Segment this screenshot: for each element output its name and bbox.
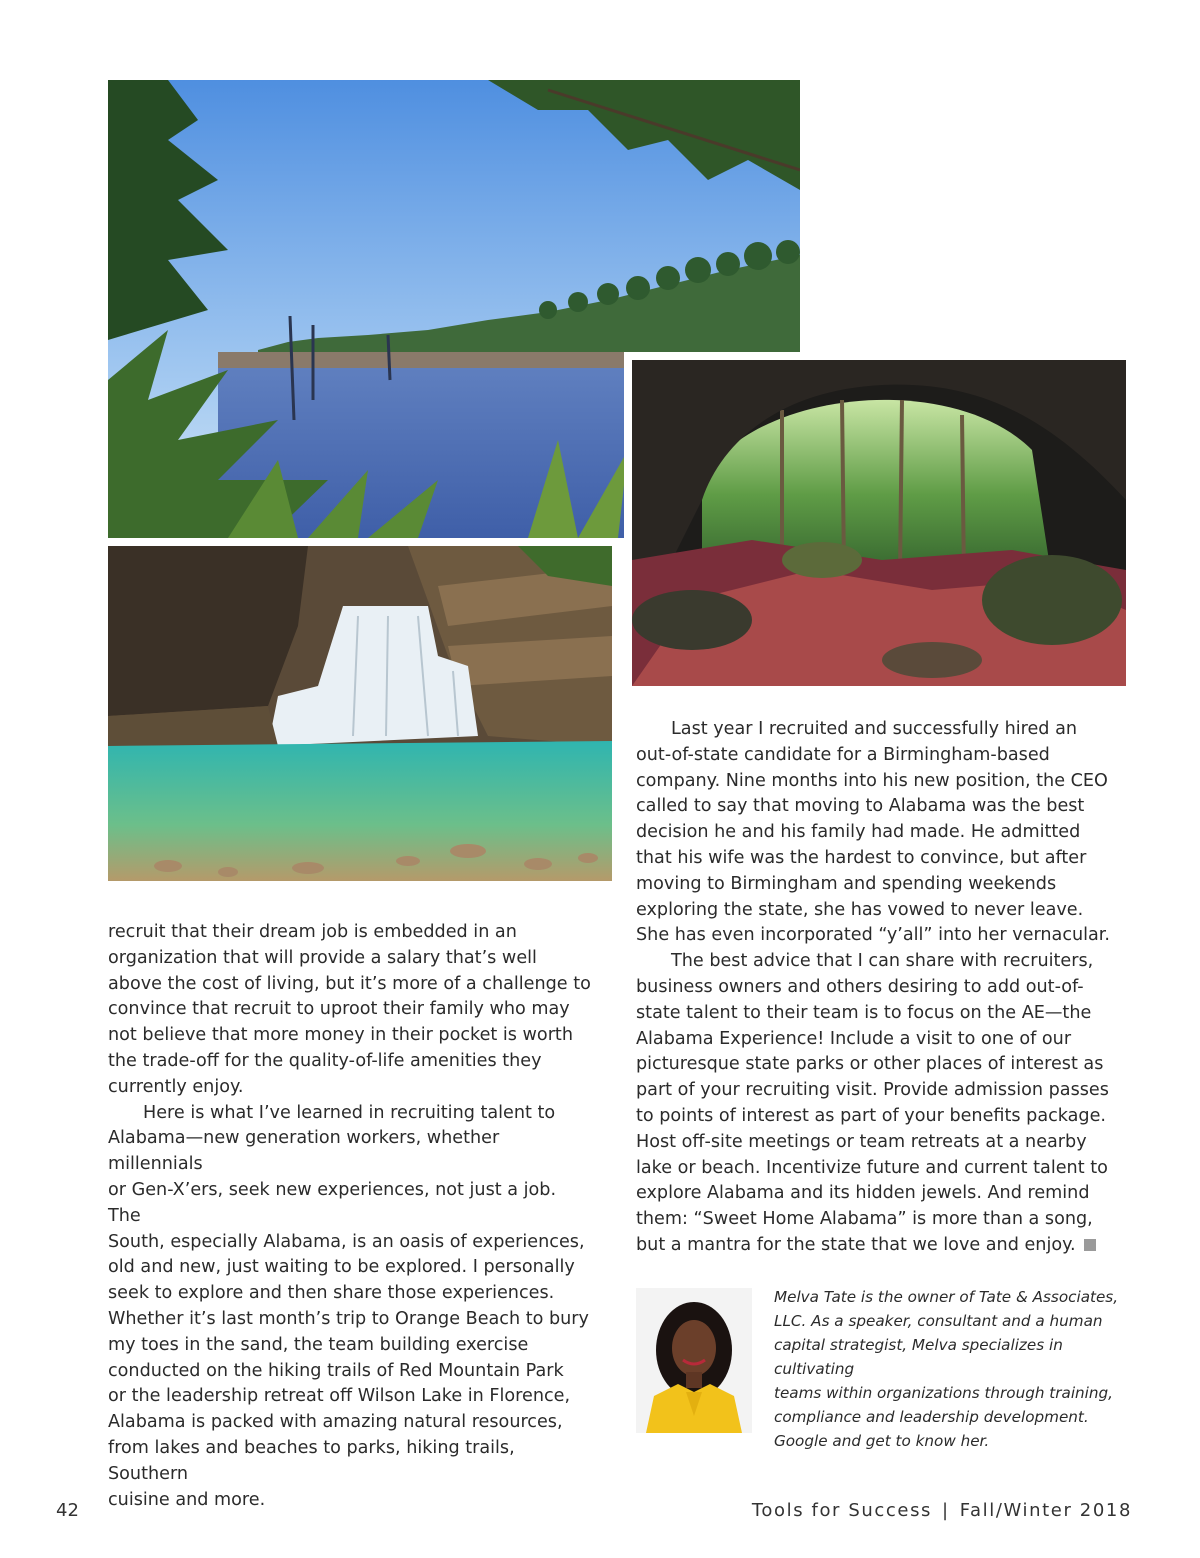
waterfall-photo	[108, 546, 612, 881]
issue-label: Fall/Winter 2018	[959, 1500, 1132, 1521]
end-of-article-square-icon	[1084, 1239, 1096, 1251]
publication-footer	[752, 1500, 1132, 1521]
article-left-column	[108, 920, 594, 1513]
paragraph: Here is what I’ve learned in recruiting talent to Alabama—new generation workers, whether millennials or Gen-X’ers, seek new experiences, not just a job. The South, especially Alabama, is an oasis of experiences, old and new, just waiting to be explored. I personally seek to explore and then share those experiences. Whether it’s last month’s trip to Orange Beach to bury my toes in the sand, the team building exercise conducted on the hiking trails of Red Mountain Park or the leadership retreat off Wilson Lake in Florence, Alabama is packed with amazing natural resources, from lakes and beaches to parks, hiking trails, Southern cuisine and more.	[108, 1102, 589, 1510]
stone-arch-photo	[624, 352, 1134, 694]
author-headshot	[636, 1288, 752, 1433]
paragraph	[636, 949, 1116, 1259]
article-right-column	[636, 717, 1116, 1259]
closing-paragraph-text: The best advice that I can share with recruiters, business owners and others desiring to add out-of- state talent to their team is to focus on the AE—the Alabama Experience! Include a visit to one of our picturesque state parks or other places of interest as part of your recruiting visit. Provide admission passes to points of interest as part of your benefits package. Host off-site meetings or team retreats at a nearby lake or beach. Incentivize future and current talent to explore Alabama and its hidden jewels. And remind them: “Sweet Home Alabama” is more than a song, but a mantra for the state that we love and enjoy.	[636, 951, 1109, 1255]
footer-separator: |	[942, 1500, 950, 1521]
page-number: 42	[56, 1500, 79, 1521]
paragraph: Last year I recruited and successfully hired an out-of-state candidate for a Birmingham-based company. Nine months into his new position, the CEO called to say that moving to Alabama was the best decision he and his family had made. He admitted that his wife was the hardest to convince, but after moving to Birmingham and spending weekends exploring the state, she has vowed to never leave. She has even incorporated “y’all” into her vernacular.	[636, 719, 1111, 946]
paragraph: recruit that their dream job is embedded in an organization that will provide a salary that’s well above the cost of living, but it’s more of a challenge to convince that recruit to uproot their family who may not believe that more money in their pocket is worth the trade-off for the quality-of-life amenities they currently enjoy.	[108, 922, 591, 1097]
author-bio: Melva Tate is the owner of Tate & Associates, LLC. As a speaker, consultant and a human capital strategist, Melva specializes in cultivating teams within organizations through training, compliance and leadership development. Google and get to know her.	[774, 1288, 1119, 1450]
publication-name: Tools for Success	[751, 1500, 933, 1521]
